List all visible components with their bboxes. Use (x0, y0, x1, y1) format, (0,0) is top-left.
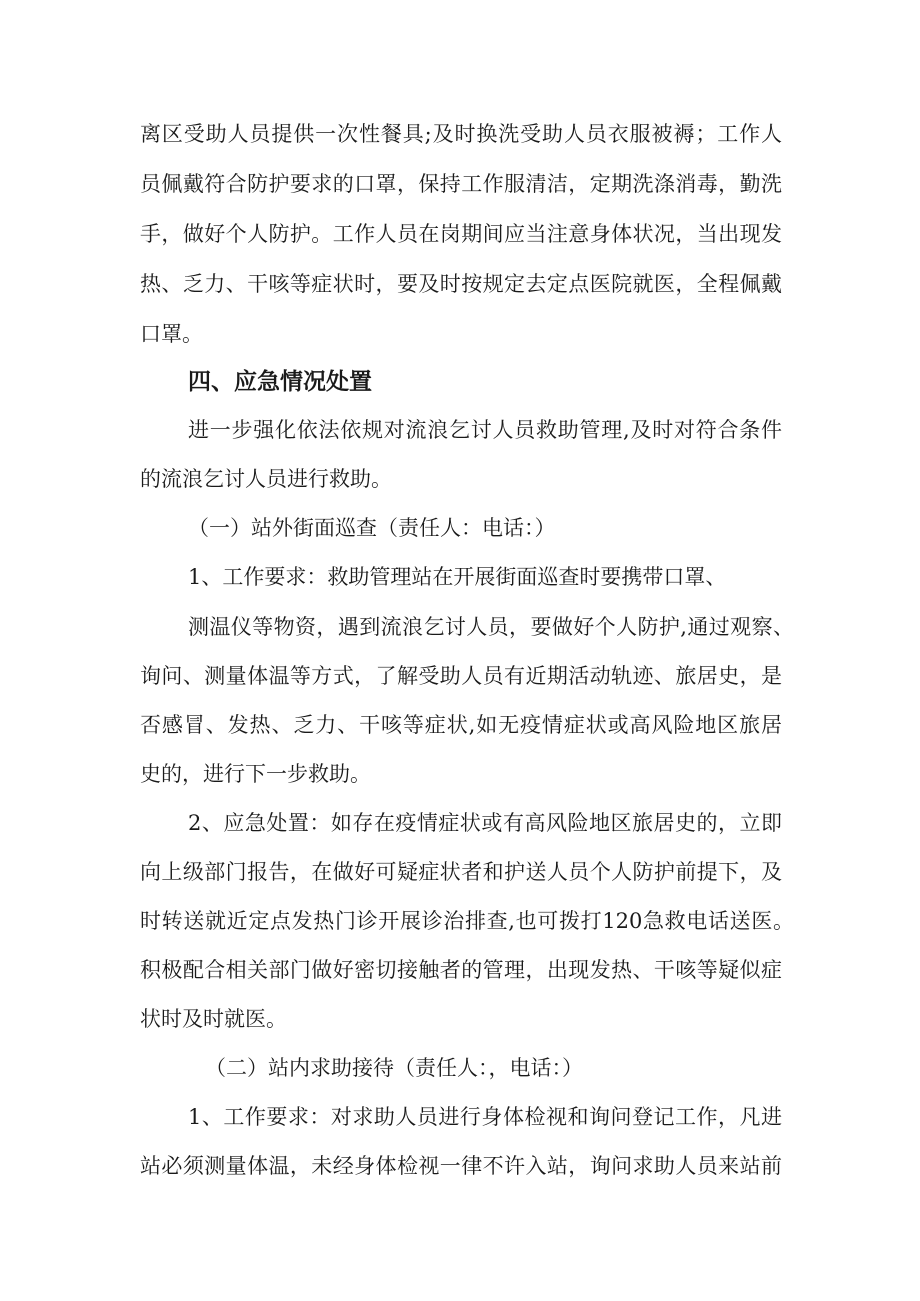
paragraph-1-line-1: 离区受助人员提供一次性餐具;及时换洗受助人员衣服被褥；工作人 (140, 122, 782, 146)
item-2-1-line-1: 1、工作要求：对求助人员进行身体检视和询问登记工作，凡进 (188, 1105, 782, 1129)
item-1-1-line-5: 史的，进行下一步救助。 (140, 762, 371, 786)
paragraph-1-line-3: 手，做好个人防护。工作人员在岗期间应当注意身体状况，当出现发 (140, 222, 782, 246)
item-1-1-line-1: 1、工作要求：救助管理站在开展街面巡查时要携带口罩、 (188, 565, 727, 589)
subsection-1-heading: （一）站外街面巡查（责任人：电话：） (188, 516, 556, 540)
subsection-2-heading: （二）站内求助接待（责任人：，电话：） (205, 1056, 583, 1080)
paragraph-2-line-2: 的流浪乞讨人员进行救助。 (140, 467, 392, 491)
item-1-2-line-4: 积极配合相关部门做好密切接触者的管理，出现发热、干咳等疑似症 (140, 958, 782, 982)
item-2-1-line-2: 站必须测量体温，未经身体检视一律不许入站，询问求助人员来站前 (140, 1154, 782, 1178)
paragraph-1-line-4: 热、乏力、干咳等症状时，要及时按规定去定点医院就医，全程佩戴 (140, 272, 782, 296)
item-1-2-line-3: 时转送就近定点发热门诊开展诊治排查,也可拨打120急救电话送医。 (140, 909, 794, 933)
paragraph-2-line-1: 进一步强化依法依规对流浪乞讨人员救助管理,及时对符合条件 (188, 418, 782, 442)
item-1-1-line-4: 否感冒、发热、乏力、干咳等症状,如无疫情症状或高风险地区旅居 (140, 713, 782, 737)
paragraph-1-line-5: 口罩。 (140, 322, 203, 346)
item-1-2-line-2: 向上级部门报告，在做好可疑症状者和护送人员个人防护前提下，及 (140, 860, 782, 884)
item-1-1-line-2: 测温仪等物资，遇到流浪乞讨人员，要做好个人防护,通过观察、 (188, 615, 794, 639)
section-4-heading: 四、应急情况处置 (188, 369, 372, 395)
item-1-2-line-5: 状时及时就医。 (140, 1007, 287, 1031)
item-1-1-line-3: 询问、测量体温等方式，了解受助人员有近期活动轨迹、旅居史，是 (140, 664, 782, 688)
item-1-2-line-1: 2、应急处置：如存在疫情症状或有高风险地区旅居史的，立即 (188, 811, 782, 835)
paragraph-1-line-2: 员佩戴符合防护要求的口罩，保持工作服清洁，定期洗涤消毒，勤洗 (140, 172, 782, 196)
